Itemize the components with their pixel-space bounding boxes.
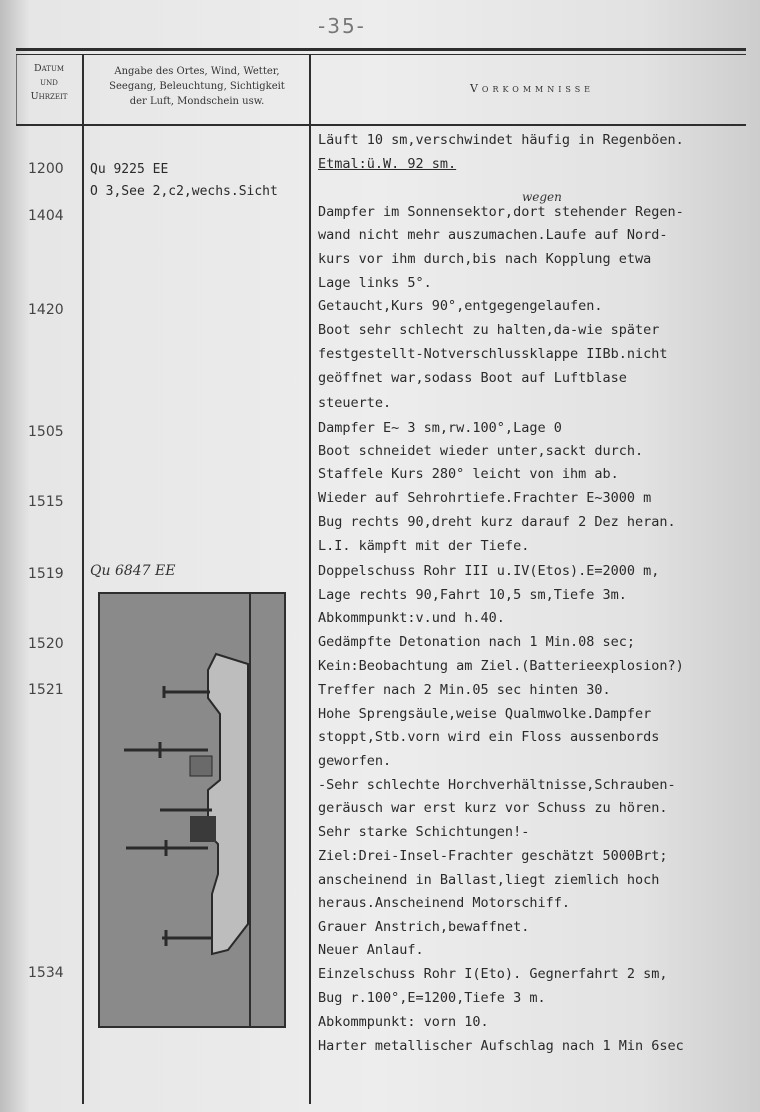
time-entry: 1519 — [28, 566, 64, 582]
log-line: anscheinend in Ballast,liegt ziemlich hoch — [318, 872, 660, 888]
header-angabe-line: Seegang, Beleuchtung, Sichtigkeit — [109, 81, 285, 92]
log-line: Grauer Anstrich,bewaffnet. — [318, 919, 530, 935]
log-line: Dampfer im Sonnensektor,dort stehender Regen- — [318, 204, 684, 220]
time-entry: 1505 — [28, 424, 64, 440]
handwritten-position: Qu 6847 EE — [90, 563, 176, 579]
time-entry: 1200 — [28, 161, 64, 177]
header-datum-line: und — [40, 77, 58, 88]
time-entry: 1534 — [28, 965, 64, 981]
log-line: Einzelschuss Rohr I(Eto). Gegnerfahrt 2 sm, — [318, 966, 668, 982]
handwritten-insertion: wegen — [522, 190, 562, 204]
log-line: Doppelschuss Rohr III u.IV(Etos).E=2000 m, — [318, 563, 660, 579]
header-datum-line: Uhrzeit — [30, 91, 68, 102]
log-line: Abkommpunkt:v.und h.40. — [318, 610, 505, 626]
log-line: Getaucht,Kurs 90°,entgegengelaufen. — [318, 298, 603, 314]
log-line: geöffnet war,sodass Boot auf Luftblase — [318, 370, 627, 386]
log-line: geworfen. — [318, 753, 392, 769]
log-line: Bug rechts 90,dreht kurz darauf 2 Dez heran. — [318, 514, 676, 530]
log-line: Lage links 5°. — [318, 275, 432, 291]
time-entry: 1420 — [28, 302, 64, 318]
log-line: Neuer Anlauf. — [318, 942, 424, 958]
log-line: Dampfer E~ 3 sm,rw.100°,Lage 0 — [318, 420, 562, 436]
header-rule — [16, 124, 746, 126]
log-line: heraus.Anscheinend Motorschiff. — [318, 895, 570, 911]
weather-entry: O 3,See 2,c2,wechs.Sicht — [90, 184, 278, 199]
log-line: Harter metallischer Aufschlag nach 1 Min 6sec — [318, 1038, 684, 1054]
top-rule-thin — [16, 54, 746, 55]
log-line: L.I. kämpft mit der Tiefe. — [318, 538, 530, 554]
log-line: steuerte. — [318, 395, 392, 411]
time-entry: 1404 — [28, 208, 64, 224]
log-line: geräusch war erst kurz vor Schuss zu hören. — [318, 800, 668, 816]
log-line: Hohe Sprengsäule,weise Qualmwolke.Dampfer — [318, 706, 652, 722]
header-datum — [16, 62, 82, 104]
position-entry: Qu 9225 EE — [90, 162, 169, 177]
top-rule — [16, 48, 746, 51]
time-entry: 1521 — [28, 682, 64, 698]
header-angabe-line: Angabe des Ortes, Wind, Wetter, — [114, 66, 280, 77]
header-datum-line: Datum — [33, 63, 65, 74]
log-line: Boot sehr schlecht zu halten,da-wie später — [318, 322, 660, 338]
log-line: Läuft 10 sm,verschwindet häufig in Regenböen. — [318, 132, 684, 148]
log-line: Etmal:ü.W. 92 sm. — [318, 156, 457, 172]
log-line: Abkommpunkt: vorn 10. — [318, 1014, 489, 1030]
ship-drawing — [100, 594, 284, 1026]
log-line: stoppt,Stb.vorn wird ein Floss aussenbords — [318, 729, 660, 745]
log-line: Staffele Kurs 280° leicht von ihm ab. — [318, 466, 619, 482]
log-line: Ziel:Drei-Insel-Frachter geschätzt 5000Brt; — [318, 848, 668, 864]
header-angabe-line: der Luft, Mondschein usw. — [129, 96, 265, 107]
header-angabe — [86, 64, 308, 109]
log-line: Bug r.100°,E=1200,Tiefe 3 m. — [318, 990, 546, 1006]
log-line: Sehr starke Schichtungen!- — [318, 824, 530, 840]
time-entry: 1515 — [28, 494, 64, 510]
log-line: Treffer nach 2 Min.05 sec hinten 30. — [318, 682, 611, 698]
log-line: kurs vor ihm durch,bis nach Kopplung etwa — [318, 251, 652, 267]
log-line: Boot schneidet wieder unter,sackt durch. — [318, 443, 644, 459]
log-line: Wieder auf Sehrohrtiefe.Frachter E~3000 m — [318, 490, 652, 506]
log-line: Lage rechts 90,Fahrt 10,5 sm,Tiefe 3m. — [318, 587, 627, 603]
ship-silhouette-sketch — [98, 592, 286, 1028]
log-line: wand nicht mehr auszumachen.Laufe auf Nord- — [318, 227, 668, 243]
header-vorkommnisse: Vorkommnisse — [469, 82, 595, 95]
page-number: -35- — [318, 14, 366, 38]
time-entry: 1520 — [28, 636, 64, 652]
log-line: Kein:Beobachtung am Ziel.(Batterieexplosion?) — [318, 658, 684, 674]
log-line: -Sehr schlechte Horchverhältnisse,Schrauben- — [318, 777, 676, 793]
log-line: festgestellt-Notverschlussklappe IIBb.nicht — [318, 346, 668, 362]
column-divider-1 — [82, 54, 84, 1104]
column-divider-2 — [309, 54, 311, 1104]
log-line: Gedämpfte Detonation nach 1 Min.08 sec; — [318, 634, 635, 650]
